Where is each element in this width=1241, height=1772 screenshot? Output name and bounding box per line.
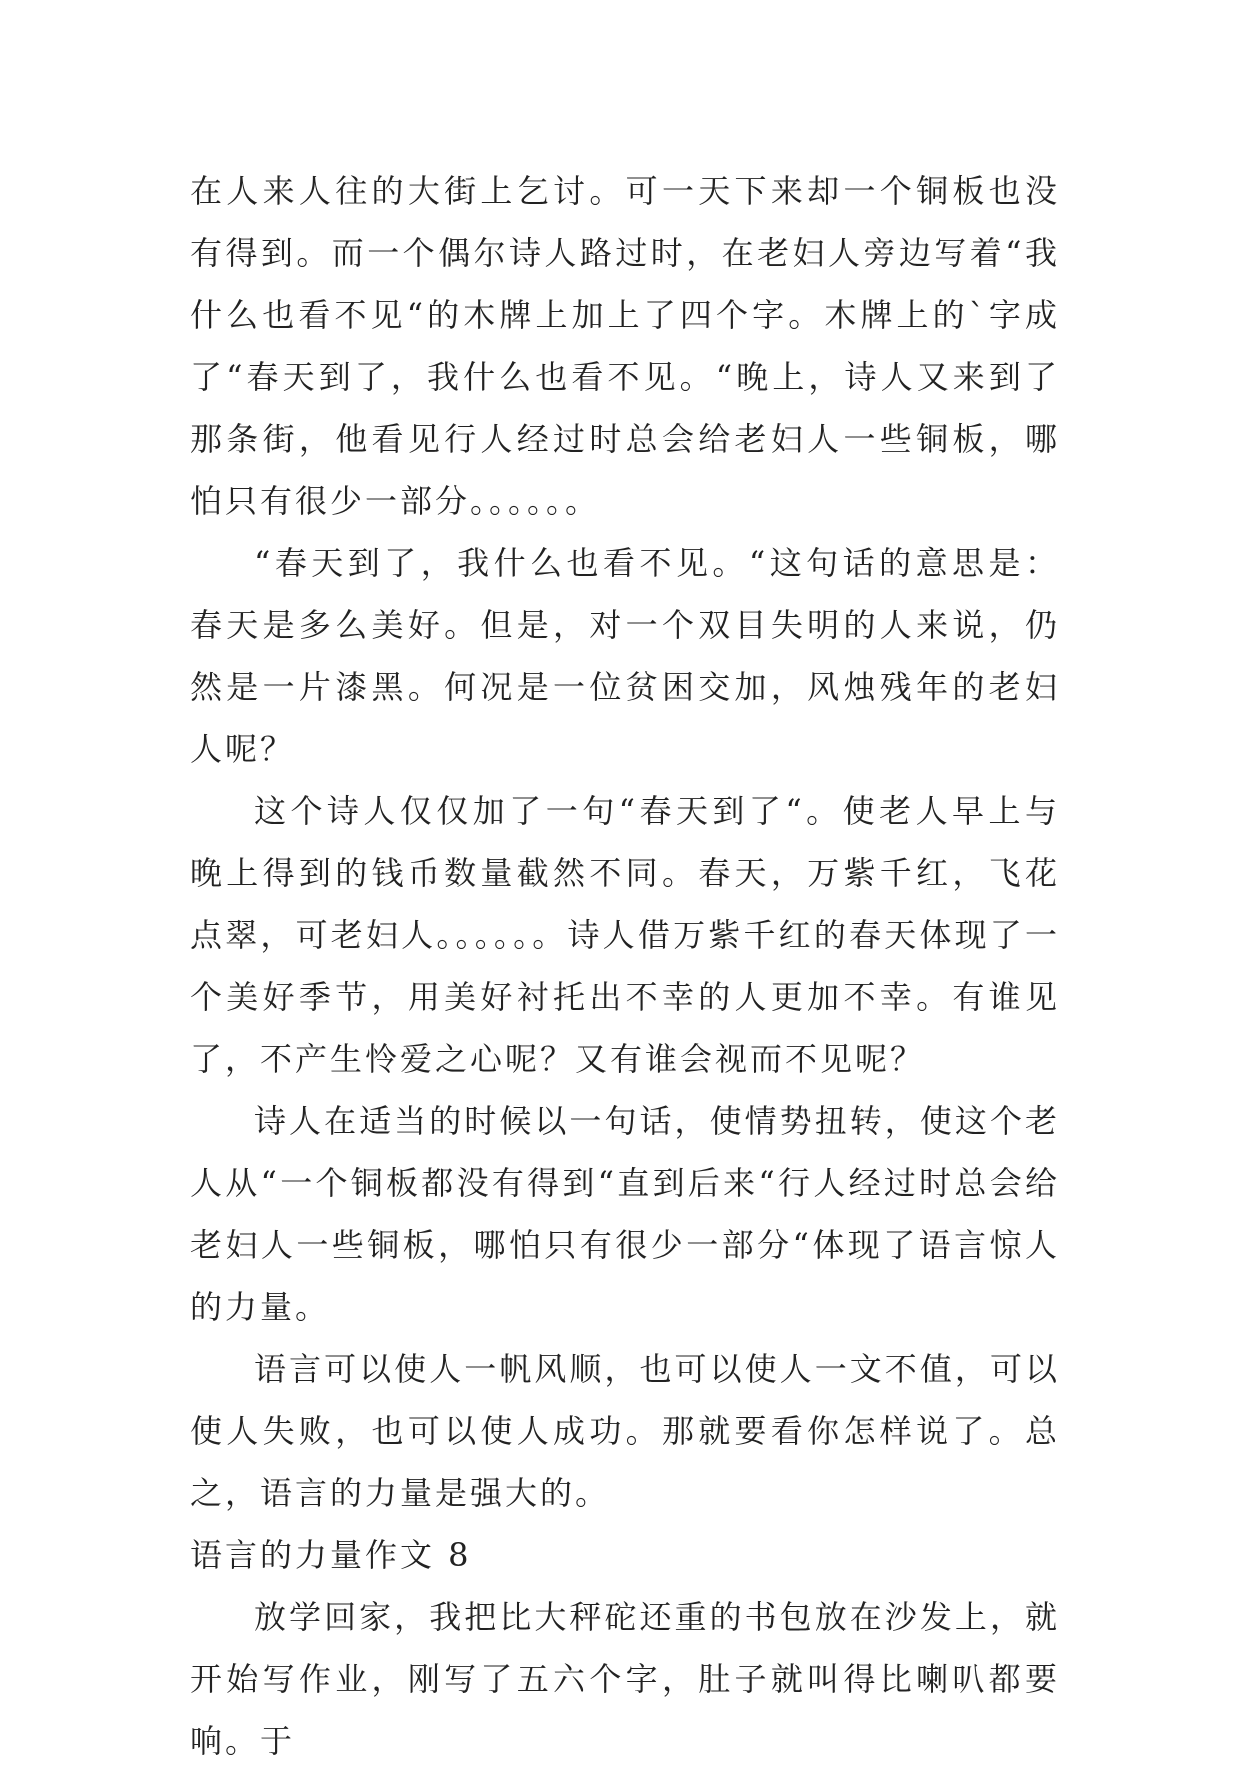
paragraph: 这个诗人仅仅加了一句“春天到了“。使老人早上与晚上得到的钱币数量截然不同。春天，万紫千红，飞花点翠，可老妇人。。。。。。诗人借万紫千红的春天体现了一个美好季节，用美好衬托出不幸的人更加不幸。有谁见了，不产生怜爱之心呢？又有谁会视而不见呢？ [190, 792, 1060, 1078]
paragraph-continuation: 在人来人往的大街上乞讨。可一天下来却一个铜板也没有得到。而一个偶尔诗人路过时，在老妇人旁边写着“我什么也看不见“的木牌上加上了四个字。木牌上的`字成了“春天到了，我什么也看不见。“晚上，诗人又来到了那条街，他看见行人经过时总会给老妇人一些铜板，哪怕只有很少一部分。。。。。。 [190, 172, 1060, 520]
paragraph: 诗人在适当的时候以一句话，使情势扭转，使这个老人从“一个铜板都没有得到“直到后来“行人经过时总会给老妇人一些铜板，哪怕只有很少一部分“体现了语言惊人的力量。 [190, 1102, 1060, 1326]
document-body [190, 160, 1060, 1772]
paragraph: “春天到了，我什么也看不见。“这句话的意思是：春天是多么美好。但是，对一个双目失明的人来说，仍然是一片漆黑。何况是一位贫困交加，风烛残年的老妇人呢？ [190, 544, 1060, 768]
paragraph: 语言可以使人一帆风顺，也可以使人一文不值，可以使人失败，也可以使人成功。那就要看你怎样说了。总之，语言的力量是强大的。 [190, 1350, 1060, 1512]
section-title: 语言的力量作文 8 [190, 1536, 472, 1574]
paragraph: 放学回家，我把比大秤砣还重的书包放在沙发上，就开始写作业，刚写了五六个字，肚子就叫得比喇叭都要响。于 [190, 1598, 1060, 1760]
